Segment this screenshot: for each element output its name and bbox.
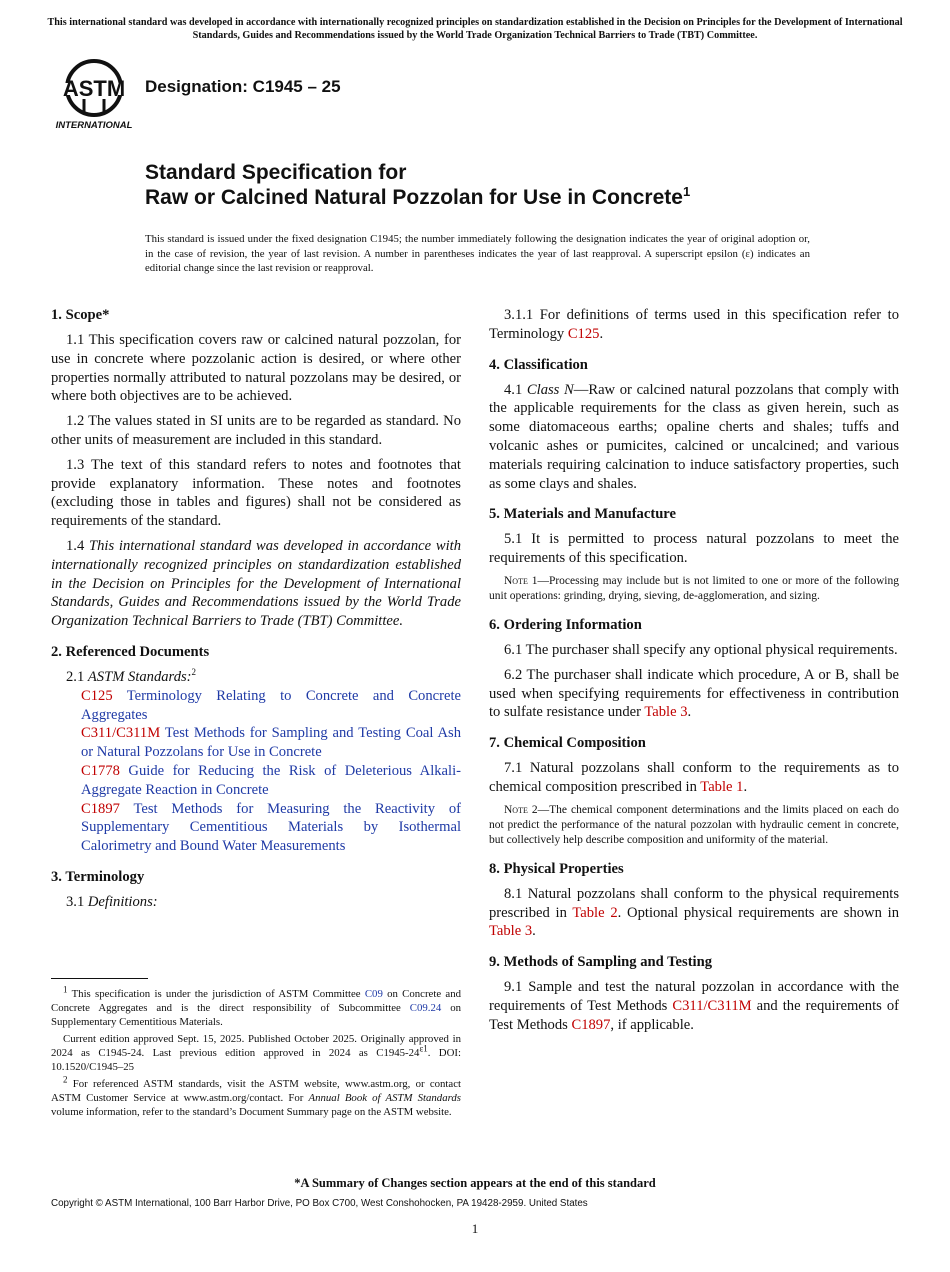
paragraph-3-1: 3.1 Definitions: bbox=[66, 893, 158, 910]
logo-text-bottom: INTERNATIONAL bbox=[55, 120, 133, 131]
note-2: Note 2—The chemical component determinations and the limits placed on each do not predict the performance of the natural pozzolan with hydraulic cement in concrete, but collectively help describe composition and uniformity of the material. bbox=[489, 803, 900, 846]
section-chemical bbox=[489, 734, 899, 848]
ref-code-link[interactable]: C125 bbox=[81, 687, 113, 704]
title-line-1: Standard Specification for bbox=[145, 161, 407, 184]
section-referenced-documents bbox=[51, 643, 461, 856]
summary-of-changes-notice: *A Summary of Changes section appears at the end of this standard bbox=[294, 1176, 656, 1190]
footnote-divider bbox=[51, 978, 148, 979]
right-column bbox=[489, 306, 899, 1047]
section-sampling bbox=[489, 953, 899, 1034]
section-heading: 3. Terminology bbox=[51, 868, 145, 885]
note-1: Note 1—Processing may include but is not limited to one or more of the following unit operations: grinding, drying, sieving, de-agglomeration, and sizing. bbox=[489, 574, 900, 602]
logo-text-top: ASTM bbox=[62, 76, 126, 101]
section-terminology bbox=[51, 868, 461, 912]
title-footnote-marker: 1 bbox=[682, 184, 691, 199]
section-heading: 2. Referenced Documents bbox=[51, 643, 210, 660]
ref-code-link[interactable]: C1897 bbox=[81, 800, 120, 817]
ref-title-link[interactable]: Terminology Relating to Concrete and Concrete Aggregates bbox=[81, 687, 461, 723]
paragraph-1-4: 1.4 This international standard was developed in accordance with internationally recognized principles on standardization established in the Decision on Principles for the Development of International Standards, Guides and Recommendations issued by the World Trade Organization Technical Barriers to Trade (TBT) Committee. bbox=[51, 537, 462, 630]
copyright: Copyright © ASTM International, 100 Barr Harbor Drive, PO Box C700, West Conshohocken, PA 19428-2959. United States bbox=[51, 1198, 588, 1209]
table-3-link[interactable]: Table 3 bbox=[644, 704, 688, 721]
footnote-2: $^2$ For referenced ASTM standards, visit the ASTM website, www.astm.org, or contact ASTM Customer Service at www.astm.org/contact. For Annual Book of ASTM Standards volume information, refer to the standard’s Document Summary page on the ASTM website. bbox=[51, 1074, 461, 1118]
paragraph-7-1: 7.1 Natural pozzolans shall conform to the requirements as to chemical composition prescribed in Table 1. bbox=[489, 760, 899, 795]
c311-link[interactable]: C311/C311M bbox=[672, 997, 752, 1014]
paragraph-5-1: 5.1 It is permitted to process natural pozzolans to meet the requirements of this specification. bbox=[489, 531, 899, 567]
section-heading: 5. Materials and Manufacture bbox=[489, 506, 676, 523]
ref-item[interactable] bbox=[66, 762, 461, 800]
top-notice: This international standard was developed in accordance with internationally recognized principles on standardization established in the Decision on Principles for the Development of International Standards, Guides and Recommendations issued by the World Trade Organization Technical Barriers to Trade (TBT) Committee. bbox=[47, 17, 903, 41]
ref-title-link[interactable]: Test Methods for Sampling and Testing Coal Ash or Natural Pozzolans for Use in Concrete bbox=[81, 725, 461, 761]
ref-title-link[interactable]: Guide for Reducing the Risk of Deleterious Alkali-Aggregate Reaction in Concrete bbox=[81, 762, 462, 798]
paragraph-6-1: 6.1 The purchaser shall specify any optional physical requirements. bbox=[504, 641, 898, 658]
footnotes bbox=[51, 984, 461, 1122]
issue-note: This standard is issued under the fixed designation C1945; the number immediately following the designation indicates the year of original adoption or, in the case of revision, the year of last revision. A number in parentheses indicates the year of last reapproval. A superscript epsilon (ε) indicates an editorial change since the last revision or reapproval. bbox=[145, 233, 810, 274]
c1897-link[interactable]: C1897 bbox=[571, 1016, 611, 1033]
section-heading: 4. Classification bbox=[489, 356, 588, 373]
section-scope bbox=[51, 306, 461, 631]
section-heading: 9. Methods of Sampling and Testing bbox=[489, 954, 713, 971]
section-terminology-cont bbox=[489, 306, 899, 344]
paragraph-1-1: 1.1 This specification covers raw or calcined natural pozzolan, for use in concrete where pozzolanic action is desired, or where other properties normally attributed to natural pozzolans may be desired, or where both objectives are to be achieved. bbox=[51, 332, 461, 405]
footnote-1-edition: Current edition approved Sept. 15, 2025. Published October 2025. Originally approved in 2024 as C1945-24. Last previous edition approved in 2024 as $C1945-24^{\varepsilon 1}$. DOI: 10.1520/C1945–25 bbox=[51, 1033, 461, 1073]
section-heading: 6. Ordering Information bbox=[489, 616, 642, 633]
section-materials bbox=[489, 505, 899, 604]
table-1-link[interactable]: Table 1 bbox=[700, 778, 744, 795]
left-column bbox=[51, 306, 461, 924]
paragraph-1-2: 1.2 The values stated in SI units are to be regarded as standard. No other units of measurement are included in this standard. bbox=[51, 413, 461, 448]
paragraph-9-1: 9.1 Sample and test the natural pozzolan in accordance with the requirements of Test Methods C311/C311M and the requirements of Test Methods C1897, if applicable. bbox=[489, 979, 899, 1033]
section-classification bbox=[489, 356, 899, 494]
page-number: 1 bbox=[471, 1221, 479, 1236]
section-heading: 1. Scope* bbox=[51, 307, 110, 323]
paragraph-3-1-1: 3.1.1 For definitions of terms used in this specification refer to Terminology C125. bbox=[489, 307, 899, 342]
designation: Designation: C1945 – 25 bbox=[145, 77, 341, 96]
paragraph-8-1: 8.1 Natural pozzolans shall conform to the physical requirements prescribed in Table 2. Optional physical requirements are shown in Table 3. bbox=[489, 885, 900, 940]
page-title bbox=[145, 160, 690, 210]
c125-link[interactable]: C125 bbox=[567, 325, 600, 342]
table-2-link[interactable]: Table 2 bbox=[572, 904, 618, 921]
footnote-1: $^1$ This specification is under the jurisdiction of ASTM Committee C09 on Concrete and Concrete Aggregates and is the direct responsibility of Subcommittee C09.24 on Supplementary Cementitious Materials. bbox=[51, 984, 461, 1028]
committee-link[interactable]: C09 bbox=[364, 988, 383, 1000]
paragraph-4-1: 4.1 Class N—Raw or calcined natural pozzolans that comply with the applicable requirements for the class as given herein, such as some diatomaceous earths; opaline cherts and shales; tuffs and volcanic ashes or pumicites, calcined or uncalcined; and various materials requiring calcination to induce satisfactory properties, such as some clays and shales. bbox=[489, 381, 899, 492]
ref-item[interactable] bbox=[66, 687, 461, 725]
paragraph-6-2: 6.2 The purchaser shall indicate which procedure, A or B, shall be used when specifying requirements for effectiveness in contribution to sulfate resistance under Table 3. bbox=[489, 666, 899, 721]
ref-item[interactable] bbox=[66, 724, 461, 762]
ref-title-link[interactable]: Test Methods for Measuring the Reactivity of Supplementary Cementitious Materials by Isothermal Calorimetry and Bound Water Measurements bbox=[81, 800, 461, 855]
paragraph-2-1: 2.1 ASTM Standards:$^2$ bbox=[66, 667, 197, 685]
section-heading: 8. Physical Properties bbox=[489, 860, 624, 877]
ref-code-link[interactable]: C1778 bbox=[81, 762, 120, 779]
table-3-link[interactable]: Table 3 bbox=[489, 923, 533, 940]
ref-code-link[interactable]: C311/C311M bbox=[81, 725, 161, 742]
section-physical bbox=[489, 860, 899, 941]
section-ordering bbox=[489, 616, 899, 722]
subcommittee-link[interactable]: C09.24 bbox=[409, 1002, 442, 1014]
ref-item[interactable] bbox=[66, 800, 461, 856]
astm-logo bbox=[54, 55, 134, 135]
section-heading: 7. Chemical Composition bbox=[489, 735, 646, 752]
title-line-2: Raw or Calcined Natural Pozzolan for Use in Concrete$^1$ bbox=[145, 184, 691, 209]
paragraph-1-3: 1.3 The text of this standard refers to notes and footnotes that provide explanatory information. These notes and footnotes (excluding those in tables and figures) shall not be considered as requirements of the standard. bbox=[51, 456, 461, 530]
